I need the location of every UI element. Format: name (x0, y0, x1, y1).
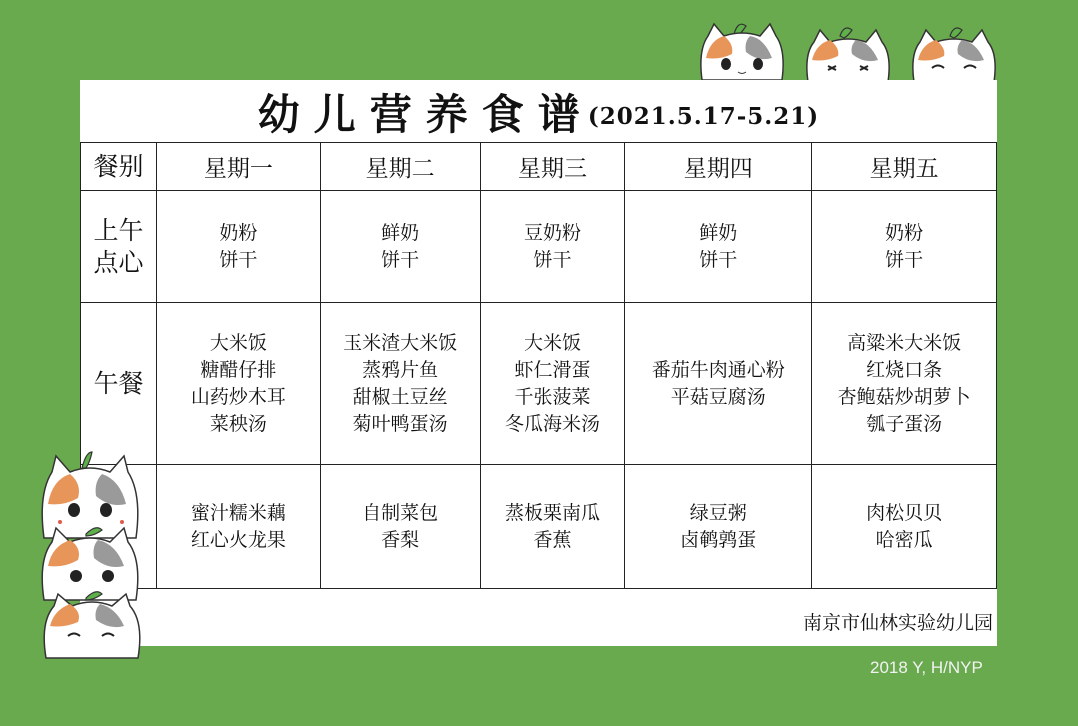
dish: 自制菜包 (362, 501, 439, 524)
cat-mascot-icon (800, 26, 896, 82)
menu-cell (156, 191, 320, 303)
menu-cell (320, 191, 480, 303)
dish: 鲜奶 (381, 221, 420, 244)
dish: 绿豆粥 (689, 501, 747, 524)
menu-cell (320, 303, 480, 465)
dish: 高粱米大米饭 (847, 331, 962, 354)
dish: 红心火龙果 (190, 528, 286, 551)
dish: 饼干 (533, 248, 572, 271)
menu-cell (625, 191, 812, 303)
dish: 奶粉 (885, 221, 924, 244)
dish: 菜秧汤 (209, 412, 267, 435)
table-row (81, 191, 997, 303)
cat-mascot-icon (906, 26, 1002, 82)
page-title: 幼儿营养食谱 (257, 89, 594, 139)
menu-cell (812, 303, 997, 465)
menu-cell (625, 465, 812, 589)
dish: 鲜奶 (699, 221, 738, 244)
day-header: 星期四 (625, 143, 812, 191)
menu-cell (625, 303, 812, 465)
dish: 饼干 (219, 248, 258, 271)
table-row (81, 303, 997, 465)
dish: 哈密瓜 (875, 528, 933, 551)
meal-label-line: 点心 (93, 247, 144, 277)
meal-label-line: 上午 (93, 215, 144, 245)
dish: 冬瓜海米汤 (504, 412, 600, 435)
menu-cell (480, 191, 625, 303)
menu-cell (480, 465, 625, 589)
menu-cell (156, 465, 320, 589)
dish: 山药炒木耳 (190, 385, 286, 408)
day-header: 星期五 (812, 143, 997, 191)
table-header-row (81, 143, 997, 191)
menu-cell (812, 191, 997, 303)
menu-cell (156, 303, 320, 465)
dish: 玉米渣大米饭 (343, 331, 458, 354)
menu-cell (320, 465, 480, 589)
dish: 平菇豆腐汤 (670, 385, 766, 408)
menu-table (80, 142, 997, 589)
menu-cell (480, 303, 625, 465)
dish: 大米饭 (209, 331, 267, 354)
dish: 蒸板栗南瓜 (504, 501, 600, 524)
dish: 豆奶粉 (523, 221, 581, 244)
title-row (80, 80, 997, 143)
dish: 大米饭 (523, 331, 581, 354)
cat-mascot-icon (694, 20, 790, 82)
dish: 虾仁滑蛋 (514, 358, 591, 381)
dish: 杏鲍菇炒胡萝卜 (837, 385, 971, 408)
dish: 肉松贝贝 (866, 501, 943, 524)
dish: 瓠子蛋汤 (866, 412, 943, 435)
table-row (81, 465, 997, 589)
day-header: 星期一 (156, 143, 320, 191)
copyright-text: 2018 Y, H/NYP (870, 658, 983, 677)
dish: 卤鹌鹑蛋 (680, 528, 757, 551)
menu-card (80, 80, 997, 646)
meal-label (81, 303, 157, 465)
dish: 红烧口条 (866, 358, 943, 381)
dish: 糖醋仔排 (200, 358, 277, 381)
cat-mascot-icon (38, 588, 146, 660)
dish: 千张菠菜 (514, 385, 591, 408)
dish: 饼干 (699, 248, 738, 271)
dish: 菊叶鸭蛋汤 (352, 412, 448, 435)
corner-label: 餐别 (81, 143, 157, 191)
meal-label-line: 午餐 (93, 368, 144, 398)
dish: 香梨 (381, 528, 420, 551)
day-header: 星期二 (320, 143, 480, 191)
dish: 饼干 (885, 248, 924, 271)
dish: 甜椒土豆丝 (352, 385, 448, 408)
dish: 蜜汁糯米藕 (190, 501, 286, 524)
date-range: (2021.5.17-5.21) (587, 103, 820, 130)
dish: 番茄牛肉通心粉 (651, 358, 785, 381)
school-name: 南京市仙林实验幼儿园 (802, 612, 993, 634)
dish: 奶粉 (219, 221, 258, 244)
menu-cell (812, 465, 997, 589)
dish: 饼干 (381, 248, 420, 271)
day-header: 星期三 (480, 143, 625, 191)
dish: 蒸鸦片鱼 (362, 358, 439, 381)
dish: 香蕉 (533, 528, 572, 551)
meal-label (81, 191, 157, 303)
